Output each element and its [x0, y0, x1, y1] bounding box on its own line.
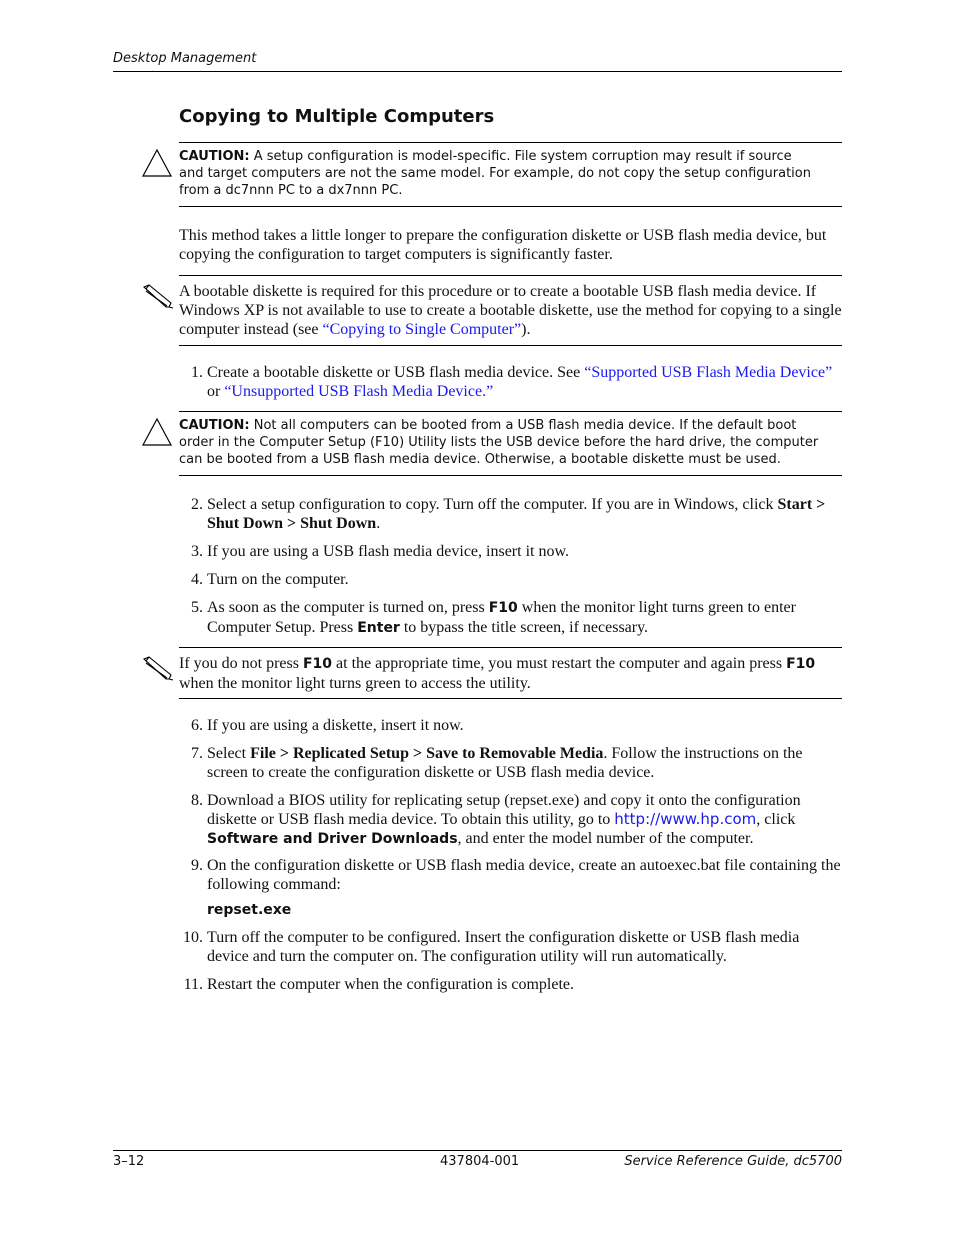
note2-top-rule	[179, 647, 842, 648]
step-number: 9.	[191, 857, 203, 874]
key-f10: F10	[488, 600, 518, 616]
step-number: 8.	[191, 792, 203, 809]
step-text: . Follow the instructions on the screen to create the configuration diskette or USB flash media device.	[207, 745, 803, 781]
step-text: Select a setup configuration to copy. Turn off the computer. If you are in Windows, click	[207, 496, 778, 513]
caution1-top-rule	[179, 142, 842, 143]
header-rule	[113, 71, 842, 72]
caution-triangle-icon	[141, 417, 173, 447]
unsupported-usb-link[interactable]: “Unsupported USB Flash Media Device.”	[224, 383, 494, 400]
note2-block	[179, 654, 843, 693]
step-text: , click	[756, 811, 796, 828]
key-f10: F10	[786, 656, 816, 672]
list-item	[179, 542, 843, 561]
caution2-text: Not all computers can be booted from a USB flash media device. If the default boot order in the Computer Setup (F10) Utility lists the USB device before the hard drive, the computer can be booted from a USB flash media device. Otherwise, a bootable diskette must be used.	[179, 418, 819, 467]
step-text: Restart the computer when the configuration is complete.	[207, 976, 574, 993]
page-number: 3–12	[113, 1154, 145, 1169]
pencil-note-icon	[140, 283, 174, 309]
supported-usb-link[interactable]: “Supported USB Flash Media Device”	[584, 364, 833, 381]
caution1-bottom-rule	[179, 206, 842, 207]
document-number: 437804-001	[440, 1154, 520, 1169]
running-head: Desktop Management	[113, 51, 257, 66]
step-number: 3.	[191, 543, 203, 560]
footer-rule	[113, 1150, 842, 1151]
list-item	[179, 570, 843, 589]
list-item	[179, 744, 843, 782]
list-item	[179, 928, 843, 966]
step-text: , and enter the model number of the computer.	[457, 830, 754, 847]
list-item	[179, 856, 843, 894]
step-number: 5.	[191, 599, 203, 616]
step-number: 4.	[191, 571, 203, 588]
note1-text: A bootable diskette is required for this procedure or to create a bootable USB flash media device. If Windows XP is not available to use to create a bootable diskette, use the method for copying to a single computer instead (see	[179, 283, 842, 338]
menu-path: File > Replicated Setup > Save to Removable Media	[250, 745, 604, 762]
step-text: As soon as the computer is turned on, press	[207, 599, 489, 616]
step-text: Create a bootable diskette or USB flash media device. See	[207, 364, 585, 381]
step-number: 6.	[191, 717, 203, 734]
list-item	[179, 598, 843, 638]
note2-text: at the appropriate time, you must restart the computer and again press	[332, 655, 787, 672]
copying-single-computer-link[interactable]: “Copying to Single Computer”	[322, 321, 522, 338]
note2-text: If you do not press	[179, 655, 303, 672]
caution-triangle-icon	[141, 148, 173, 178]
caution1-block	[179, 148, 819, 199]
caution2-top-rule	[179, 411, 842, 412]
key-f10: F10	[302, 656, 333, 672]
step-text: to bypass the title screen, if necessary.	[399, 619, 649, 636]
step-number: 11.	[183, 976, 203, 993]
step-text: Select	[207, 745, 251, 762]
step-text: If you are using a diskette, insert it now.	[207, 717, 464, 734]
step-text: Download a BIOS utility for replicating setup (repset.exe) and copy it onto the configuration diskette or USB flash media device. To obtain this utility, go to	[207, 792, 801, 828]
caution1-text: A setup configuration is model-specific. File system corruption may result if source and target computers are not the same model. For example, do not copy the setup configuration from a dc7nnn PC to a dx7nnn PC.	[179, 149, 811, 198]
list-item	[179, 975, 843, 994]
command-text: repset.exe	[207, 902, 292, 918]
caution-label: CAUTION:	[179, 149, 250, 164]
caution2-bottom-rule	[179, 475, 842, 476]
note1-top-rule	[179, 275, 842, 276]
software-downloads-label: Software and Driver Downloads	[207, 831, 458, 847]
step-number: 2.	[191, 496, 203, 513]
hp-website-link[interactable]: http://www.hp.com	[614, 810, 757, 828]
menu-path: Start > Shut Down > Shut Down	[207, 496, 826, 532]
note2-bottom-rule	[179, 698, 842, 699]
list-item	[179, 716, 843, 735]
step-text: or	[207, 383, 225, 400]
pencil-note-icon	[140, 655, 174, 681]
caution-label: CAUTION:	[179, 418, 250, 433]
list-item	[179, 791, 843, 849]
step-text: On the configuration diskette or USB flash media device, create an autoexec.bat file containing the following command:	[207, 857, 841, 893]
step-text: Turn off the computer to be configured. Insert the configuration diskette or USB flash media device and turn the computer on. The configuration utility will run automatically.	[207, 929, 800, 965]
note1-bottom-rule	[179, 345, 842, 346]
note2-text: when the monitor light turns green to access the utility.	[179, 675, 531, 692]
step-text: .	[376, 515, 381, 532]
step-text: when the monitor light turns green to enter Computer Setup. Press	[207, 599, 796, 636]
list-item	[179, 495, 843, 533]
note1-text-end: ).	[521, 321, 531, 338]
step-text: Turn on the computer.	[207, 571, 349, 588]
step-number: 7.	[191, 745, 203, 762]
guide-title: Service Reference Guide, dc5700	[624, 1154, 842, 1169]
step-number: 1.	[191, 364, 203, 381]
section-heading: Copying to Multiple Computers	[179, 106, 495, 127]
step-text: If you are using a USB flash media device, insert it now.	[207, 543, 569, 560]
list-item	[179, 363, 843, 401]
key-enter: Enter	[357, 620, 400, 636]
intro-paragraph: This method takes a little longer to prepare the configuration diskette or USB flash media device, but copying the configuration to target computers is significantly faster.	[179, 227, 827, 263]
caution2-block	[179, 417, 819, 468]
step-number: 10.	[183, 929, 203, 946]
note1-block	[179, 282, 843, 339]
